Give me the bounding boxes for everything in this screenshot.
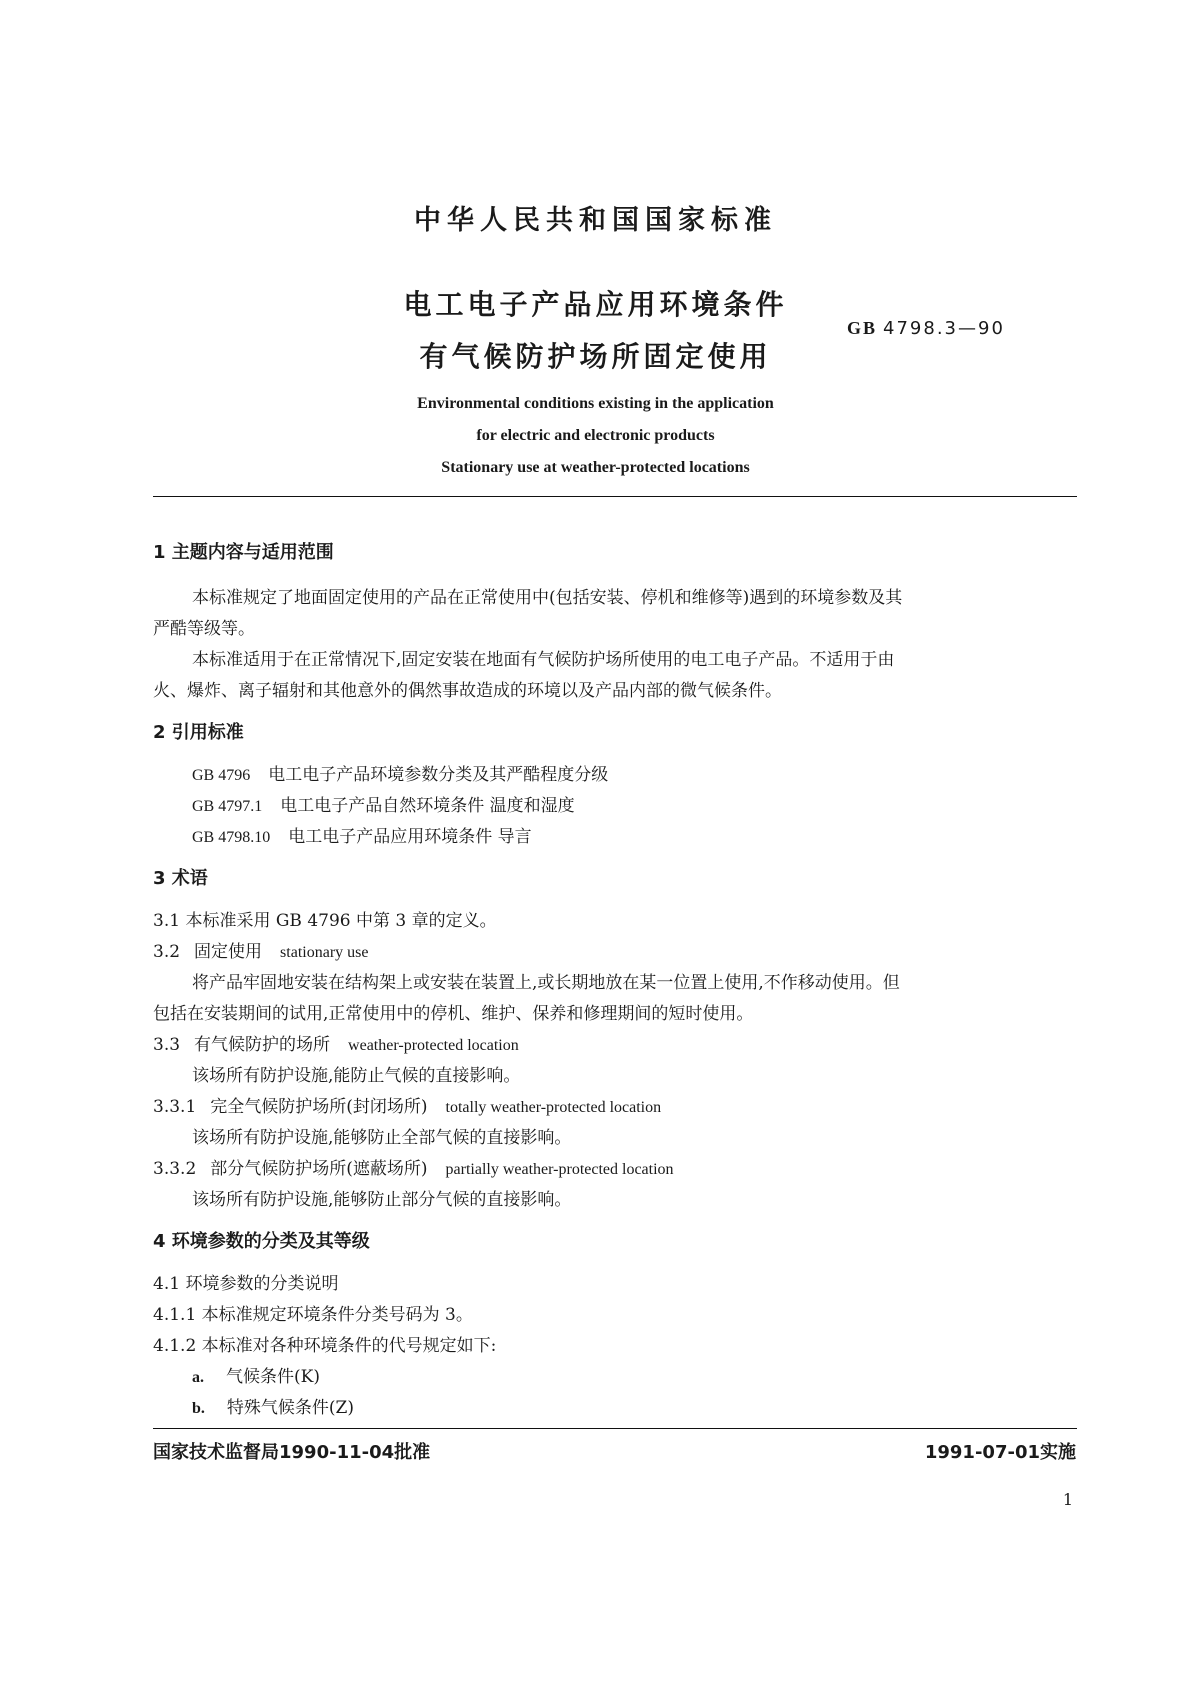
clause-3-2-definition-line-1: 将产品牢固地安装在结构架上或安装在装置上,或长期地放在某一位置上使用,不作移动使用。但	[192, 973, 900, 993]
term-zh: 有气候防护的场所	[194, 1035, 331, 1055]
gb-prefix: GB	[847, 318, 878, 338]
list-item-a	[192, 1362, 320, 1387]
standard-number	[847, 318, 1005, 339]
clause-4-1-2: 4.1.2 本标准对各种环境条件的代号规定如下:	[153, 1336, 497, 1356]
page-number: 1	[1062, 1490, 1073, 1509]
clause-4-1-1: 4.1.1 本标准规定环境条件分类号码为 3。	[153, 1305, 473, 1325]
term-en: stationary use	[280, 944, 369, 961]
section-1-heading: 1 主题内容与适用范围	[153, 542, 334, 563]
reference-item	[192, 760, 608, 785]
section-1-paragraph-2-line-1: 本标准适用于在正常情况下,固定安装在地面有气候防护场所使用的电工电子产品。不适用于由	[192, 650, 895, 670]
clause-3-3	[153, 1030, 519, 1055]
clause-number: 3.3	[153, 1035, 181, 1055]
implementation-line: 1991-07-01实施	[924, 1442, 1076, 1463]
list-item-b	[192, 1393, 354, 1418]
english-title-line-1: Environmental conditions existing in the application	[417, 395, 774, 412]
list-marker: a.	[192, 1369, 204, 1386]
national-standard-label: 中华人民共和国国家标准	[414, 205, 777, 236]
approval-line: 国家技术监督局1990-11-04批准	[153, 1442, 431, 1463]
title-line-1: 电工电子产品应用环境条件	[403, 288, 788, 321]
clause-3-3-2-definition: 该场所有防护设施,能够防止部分气候的直接影响。	[192, 1190, 572, 1210]
english-title-line-2: for electric and electronic products	[476, 427, 715, 444]
clause-3-1: 3.1 本标准采用 GB 4796 中第 3 章的定义。	[153, 911, 497, 931]
section-4-heading: 4 环境参数的分类及其等级	[153, 1231, 370, 1252]
term-en: totally weather-protected location	[445, 1099, 662, 1116]
clause-number: 3.2	[153, 942, 181, 962]
clause-4-1: 4.1 环境参数的分类说明	[153, 1274, 339, 1294]
reference-title: 电工电子产品应用环境条件 导言	[288, 827, 532, 847]
english-title-line-3: Stationary use at weather-protected locations	[441, 459, 750, 476]
reference-code: GB 4796	[192, 767, 251, 784]
clause-3-2	[153, 937, 368, 962]
section-1-paragraph-2-line-2: 火、爆炸、离子辐射和其他意外的偶然事故造成的环境以及产品内部的微气候条件。	[153, 681, 782, 701]
reference-code: GB 4797.1	[192, 798, 263, 815]
term-zh: 完全气候防护场所(封闭场所)	[210, 1097, 428, 1117]
term-zh: 固定使用	[194, 942, 263, 962]
section-1-paragraph-1-line-1: 本标准规定了地面固定使用的产品在正常使用中(包括安装、停机和维修等)遇到的环境参数及其	[192, 588, 903, 608]
gb-number: 4798.3—90	[883, 318, 1005, 339]
reference-item	[192, 822, 532, 847]
clause-3-3-2	[153, 1154, 674, 1179]
title-line-2: 有气候防护场所固定使用	[419, 340, 772, 373]
reference-title: 电工电子产品环境参数分类及其严酷程度分级	[268, 765, 609, 785]
section-3-heading: 3 术语	[153, 868, 208, 889]
list-item-text: 特殊气候条件(Z)	[226, 1398, 354, 1418]
list-item-text: 气候条件(K)	[226, 1367, 320, 1387]
reference-title: 电工电子产品自然环境条件 温度和湿度	[280, 796, 575, 816]
term-en: weather-protected location	[348, 1037, 519, 1054]
reference-code: GB 4798.10	[192, 829, 271, 846]
clause-number: 3.3.1	[153, 1097, 197, 1117]
clause-3-3-1	[153, 1092, 661, 1117]
clause-3-3-definition: 该场所有防护设施,能防止气候的直接影响。	[192, 1066, 521, 1086]
section-2-heading: 2 引用标准	[153, 722, 244, 743]
header-divider	[153, 496, 1077, 497]
clause-3-3-1-definition: 该场所有防护设施,能够防止全部气候的直接影响。	[192, 1128, 572, 1148]
term-zh: 部分气候防护场所(遮蔽场所)	[210, 1159, 428, 1179]
section-1-paragraph-1-line-2: 严酷等级等。	[153, 619, 255, 639]
term-en: partially weather-protected location	[445, 1161, 674, 1178]
footer-divider	[153, 1428, 1077, 1429]
list-marker: b.	[192, 1400, 205, 1417]
clause-number: 3.3.2	[153, 1159, 197, 1179]
clause-3-2-definition-line-2: 包括在安装期间的试用,正常使用中的停机、维护、保养和修理期间的短时使用。	[153, 1004, 754, 1024]
reference-item	[192, 791, 575, 816]
